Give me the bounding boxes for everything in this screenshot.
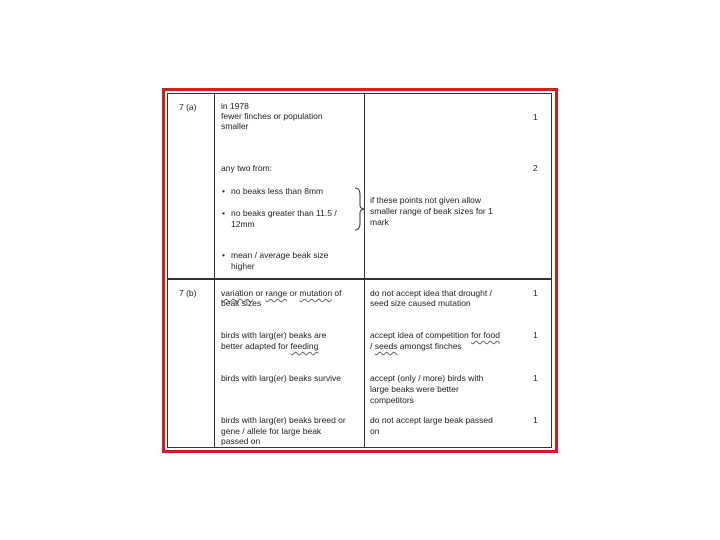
guidance-line: competitors xyxy=(370,395,414,405)
underlined-keyword: variation xyxy=(221,288,254,298)
answer-line: in 1978 xyxy=(221,101,249,111)
guidance-line: do not accept idea that drought / xyxy=(370,288,492,298)
mark-value: 1 xyxy=(533,373,538,383)
guidance-line: mark xyxy=(370,217,389,227)
underlined-keyword: range xyxy=(265,288,288,298)
mark-value: 1 xyxy=(533,330,538,340)
guidance-line: smaller range of beak sizes for 1 xyxy=(370,206,493,216)
answer-line: fewer finches or population xyxy=(221,111,323,121)
guidance-line: if these points not given allow xyxy=(370,195,482,205)
red-highlight-frame xyxy=(162,88,558,453)
row-divider xyxy=(167,278,552,280)
bullet-point: • no beaks less than 8mm xyxy=(231,186,323,197)
guidance-line: large beaks were better xyxy=(370,384,459,394)
answer-line: birds with larg(er) beaks breed or xyxy=(221,415,346,425)
mark-value: 1 xyxy=(533,112,538,122)
question-number-7a: 7 (a) xyxy=(179,102,197,112)
bullet-point: • mean / average beak size xyxy=(231,250,328,261)
mark-scheme-table xyxy=(165,91,555,450)
column-divider-2 xyxy=(364,93,365,447)
answer-line: beak sizes xyxy=(221,298,262,308)
underlined-keyword: for food xyxy=(471,330,500,340)
question-number-7b: 7 (b) xyxy=(179,288,197,298)
guidance-line: accept (only / more) birds with xyxy=(370,373,484,383)
mark-value: 2 xyxy=(533,163,538,173)
column-divider-1 xyxy=(214,93,215,447)
answer-line: passed on xyxy=(221,436,261,446)
table-border-bottom xyxy=(167,447,552,448)
underlined-keyword: seeds xyxy=(374,341,398,351)
guidance-line: / seeds amongst finches xyxy=(370,341,462,351)
answer-line: smaller xyxy=(221,121,249,131)
mark-value: 1 xyxy=(533,415,538,425)
guidance-line: on xyxy=(370,426,380,436)
table-border-top xyxy=(167,93,552,94)
mark-value: 1 xyxy=(533,288,538,298)
bullet-continuation: 12mm xyxy=(231,219,255,229)
answer-line: birds with larg(er) beaks survive xyxy=(221,373,341,383)
table-border-right xyxy=(551,93,552,447)
bullet-point: • no beaks greater than 11.5 / xyxy=(231,208,337,219)
underlined-keyword: mutation xyxy=(299,288,333,298)
guidance-line: accept idea of competition for food xyxy=(370,330,500,340)
any-two-from-label: any two from: xyxy=(221,163,273,173)
answer-line: birds with larg(er) beaks are xyxy=(221,330,327,340)
answer-line: variation or range or mutation of xyxy=(221,288,342,298)
bullet-continuation: higher xyxy=(231,261,255,271)
table-border-left xyxy=(167,93,168,447)
underlined-keyword: feeding xyxy=(290,341,319,351)
answer-line: gene / allele for large beak xyxy=(221,426,322,436)
guidance-line: do not accept large beak passed xyxy=(370,415,493,425)
curly-brace-icon xyxy=(354,187,366,231)
answer-line: better adapted for feeding xyxy=(221,341,319,351)
guidance-line: seed size caused mutation xyxy=(370,298,471,308)
